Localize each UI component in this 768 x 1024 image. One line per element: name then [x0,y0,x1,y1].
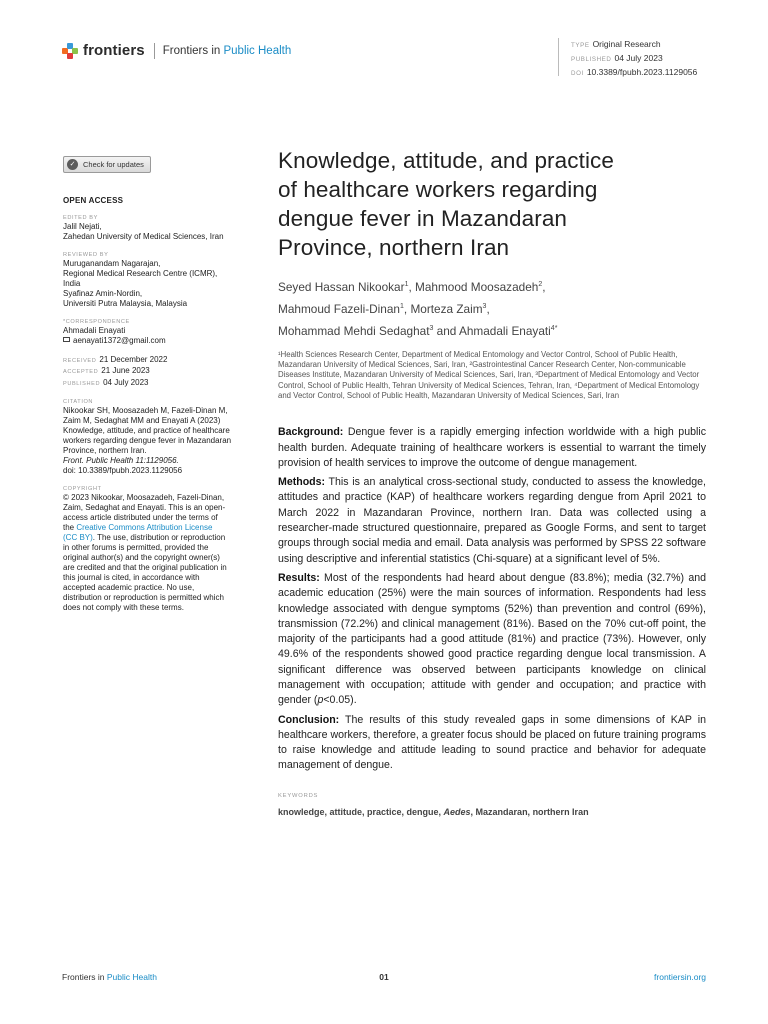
keywords-key: KEYWORDS [278,792,319,799]
brand-name: frontiers [83,42,145,59]
accepted-date: ACCEPTED 21 June 2023 [63,366,150,375]
footer-journal[interactable]: Frontiers in Public Health [62,972,157,982]
logo-divider [154,43,155,59]
author[interactable]: Morteza Zaim$^3$ [410,301,487,316]
article-doi[interactable]: DOI 10.3389/fpubh.2023.1129056 [571,67,698,77]
journal-name[interactable]: Frontiers in Public Health [162,44,292,57]
published-date: PUBLISHED 04 July 2023 [63,377,149,387]
cc-by-link[interactable]: (CC BY) [63,533,93,542]
author-list: Seyed Hassan Nikookar$^1$, Mahmood Moosazadeh$^2$, Mahmoud Fazeli-Dinan$^1$, Morteza Zaim$^3$, Mohammad Mehdi Sedaghat$^3$ and Ahmadali Enayati$^{4*}$ [278,279,558,338]
abstract-background: Background: Dengue fever is a rapidly emerging infection worldwide with a high public health burden. Adequate training of healthcare workers is essential to warrant the timely provision of health services to improve the outcome of dengue management. [278,426,706,469]
envelope-icon [63,337,70,342]
article-published: PUBLISHED 04 July 2023 [571,53,663,63]
frontiers-logo-icon [62,43,78,59]
author[interactable]: Seyed Hassan Nikookar$^1$ [278,279,409,294]
copyright: © 2023 Nikookar, Moosazadeh, Fazeli-Dinan, Zaim, Sedaghat and Enayati. This is an open- access article distributed under the terms of the Creative Commons Attribution License (CC BY). The use, distribution or reproduction in other forums is permitted, provided the original author(s) and the copyright owner(s) are credited and that the original publication in this journal is cited, in accordance with accepted academic practice. No use, distribution or reproduction is permitted which does not comply with these terms. [63,493,227,612]
author[interactable]: Mohammad Mehdi Sedaghat$^3$ [278,323,434,338]
abstract-results: Results: Most of the respondents had heard about dengue (83.8%); media (32.7%) and academic education (25%) were the main sources of information. Respondents had less knowledge associated with dengue symptoms (52%) than prevention and control (69%), transmission (72.2%) and clinical management (81%). Based on the 70% cut-off point, the majority of the participants had a good attitude (81%) and practice (73%). However, only 49.6% of the respondents showed good practice regarding dengue local transmission. A significant difference was observed between participants knowledge on clinical management with occupation; attitude with gender and occupation; and practice with gender (p<0.05). [278,571,706,707]
article-title: Knowledge, attitude, and practice of healthcare workers regarding dengue fever in Mazandaran Province, northern Iran [278,148,615,260]
article-meta [558,38,708,76]
correspondence-email[interactable]: aenayati1372@gmail.com [63,336,263,346]
correspondence: Ahmadali Enayati aenayati1372@gmail.com [63,326,263,346]
page-header [62,38,708,78]
main-content [278,146,706,817]
abstract-methods: Methods: This is an analytical cross-sectional study, conducted to assess the knowledge, attitudes and practice (KAP) of healthcare workers regarding dengue from April 2021 to March 2022 in Mazandaran Province, northern Iran. Data was collected using a researcher-made structured questionnaire, prepared as Google Forms, and sent to target groups through social media and email. Data analysis was performed by SPSS 22 software using descriptive and inferential statistics (Chi-square) at a significant level of 5%. [278,476,706,565]
dates [63,355,263,390]
frontiers-logo[interactable] [62,42,291,59]
page-footer [62,972,706,984]
footer-site-link[interactable]: frontiersin.org [654,972,706,982]
correspondence-key: *CORRESPONDENCE [63,318,130,325]
check-for-updates-button[interactable]: ✓ Check for updates [63,156,151,173]
abstract-conclusion: Conclusion: The results of this study revealed gaps in some dimensions of KAP in healthcare workers, therefore, a greater focus should be placed on future training programs to raise knowledge and attitude leading to sound practice and behavior for adequate management of dengue. [278,713,706,772]
author[interactable]: Mahmoud Fazeli-Dinan$^1$ [278,301,404,316]
edited-by: Jalil Nejati, Zahedan University of Medical Sciences, Iran [63,221,224,241]
article-type: TYPE Original Research [571,39,661,49]
abstract [278,425,706,774]
keywords: knowledge, attitude, practice, dengue, Aedes, Mazandaran, northern Iran [278,806,589,817]
reviewed-by: Muruganandam Nagarajan, Regional Medical Research Centre (ICMR), India Syafinaz Amin-Nordin, Universiti Putra Malaysia, Malaysia [63,258,218,308]
license-link[interactable]: Creative Commons Attribution License [76,523,213,532]
citation-key: CITATION [63,399,94,405]
received-date: RECEIVED 21 December 2022 [63,354,168,364]
affiliations: ¹Health Sciences Research Center, Department of Medical Entomology and Vector Control, School of Public Health, Mazandaran University of Medical Sciences, Sari, Iran, ²Gastrointestinal Cancer Research Center, Non-communicable Diseases Institute, Mazandaran University of Medical Sciences, Sari, Iran, ³Department of Medical Entomology and Vector Control, School of Public Health, Tehran University of Medical Sciences, Tehran, Iran, ⁴Department of Medical Entomology and Vector Control, School of Public Health, Mazandaran University of Medical Sciences, Sari, Iran [278,349,700,400]
author[interactable]: Ahmadali Enayati$^{4*}$ [458,323,558,338]
open-access-label: OPEN ACCESS [63,195,124,205]
citation: Nikookar SH, Moosazadeh M, Fazeli-Dinan M, Zaim M, Sedaghat MM and Enayati A (2023) Knowledge, attitude, and practice of healthcare workers regarding dengue fever in Mazandaran Province, northern Iran. Front. Public Health 11:1129056. doi: 10.3389/fpubh.2023.1129056 [63,406,232,475]
edited-by-key: EDITED BY [63,214,98,221]
copyright-key: COPYRIGHT [63,486,102,492]
sidebar [63,153,263,613]
page-number: 01 [379,972,389,982]
author[interactable]: Mahmood Moosazadeh$^2$ [415,279,543,294]
reviewed-by-key: REVIEWED BY [63,251,109,258]
check-icon: ✓ [67,159,78,170]
